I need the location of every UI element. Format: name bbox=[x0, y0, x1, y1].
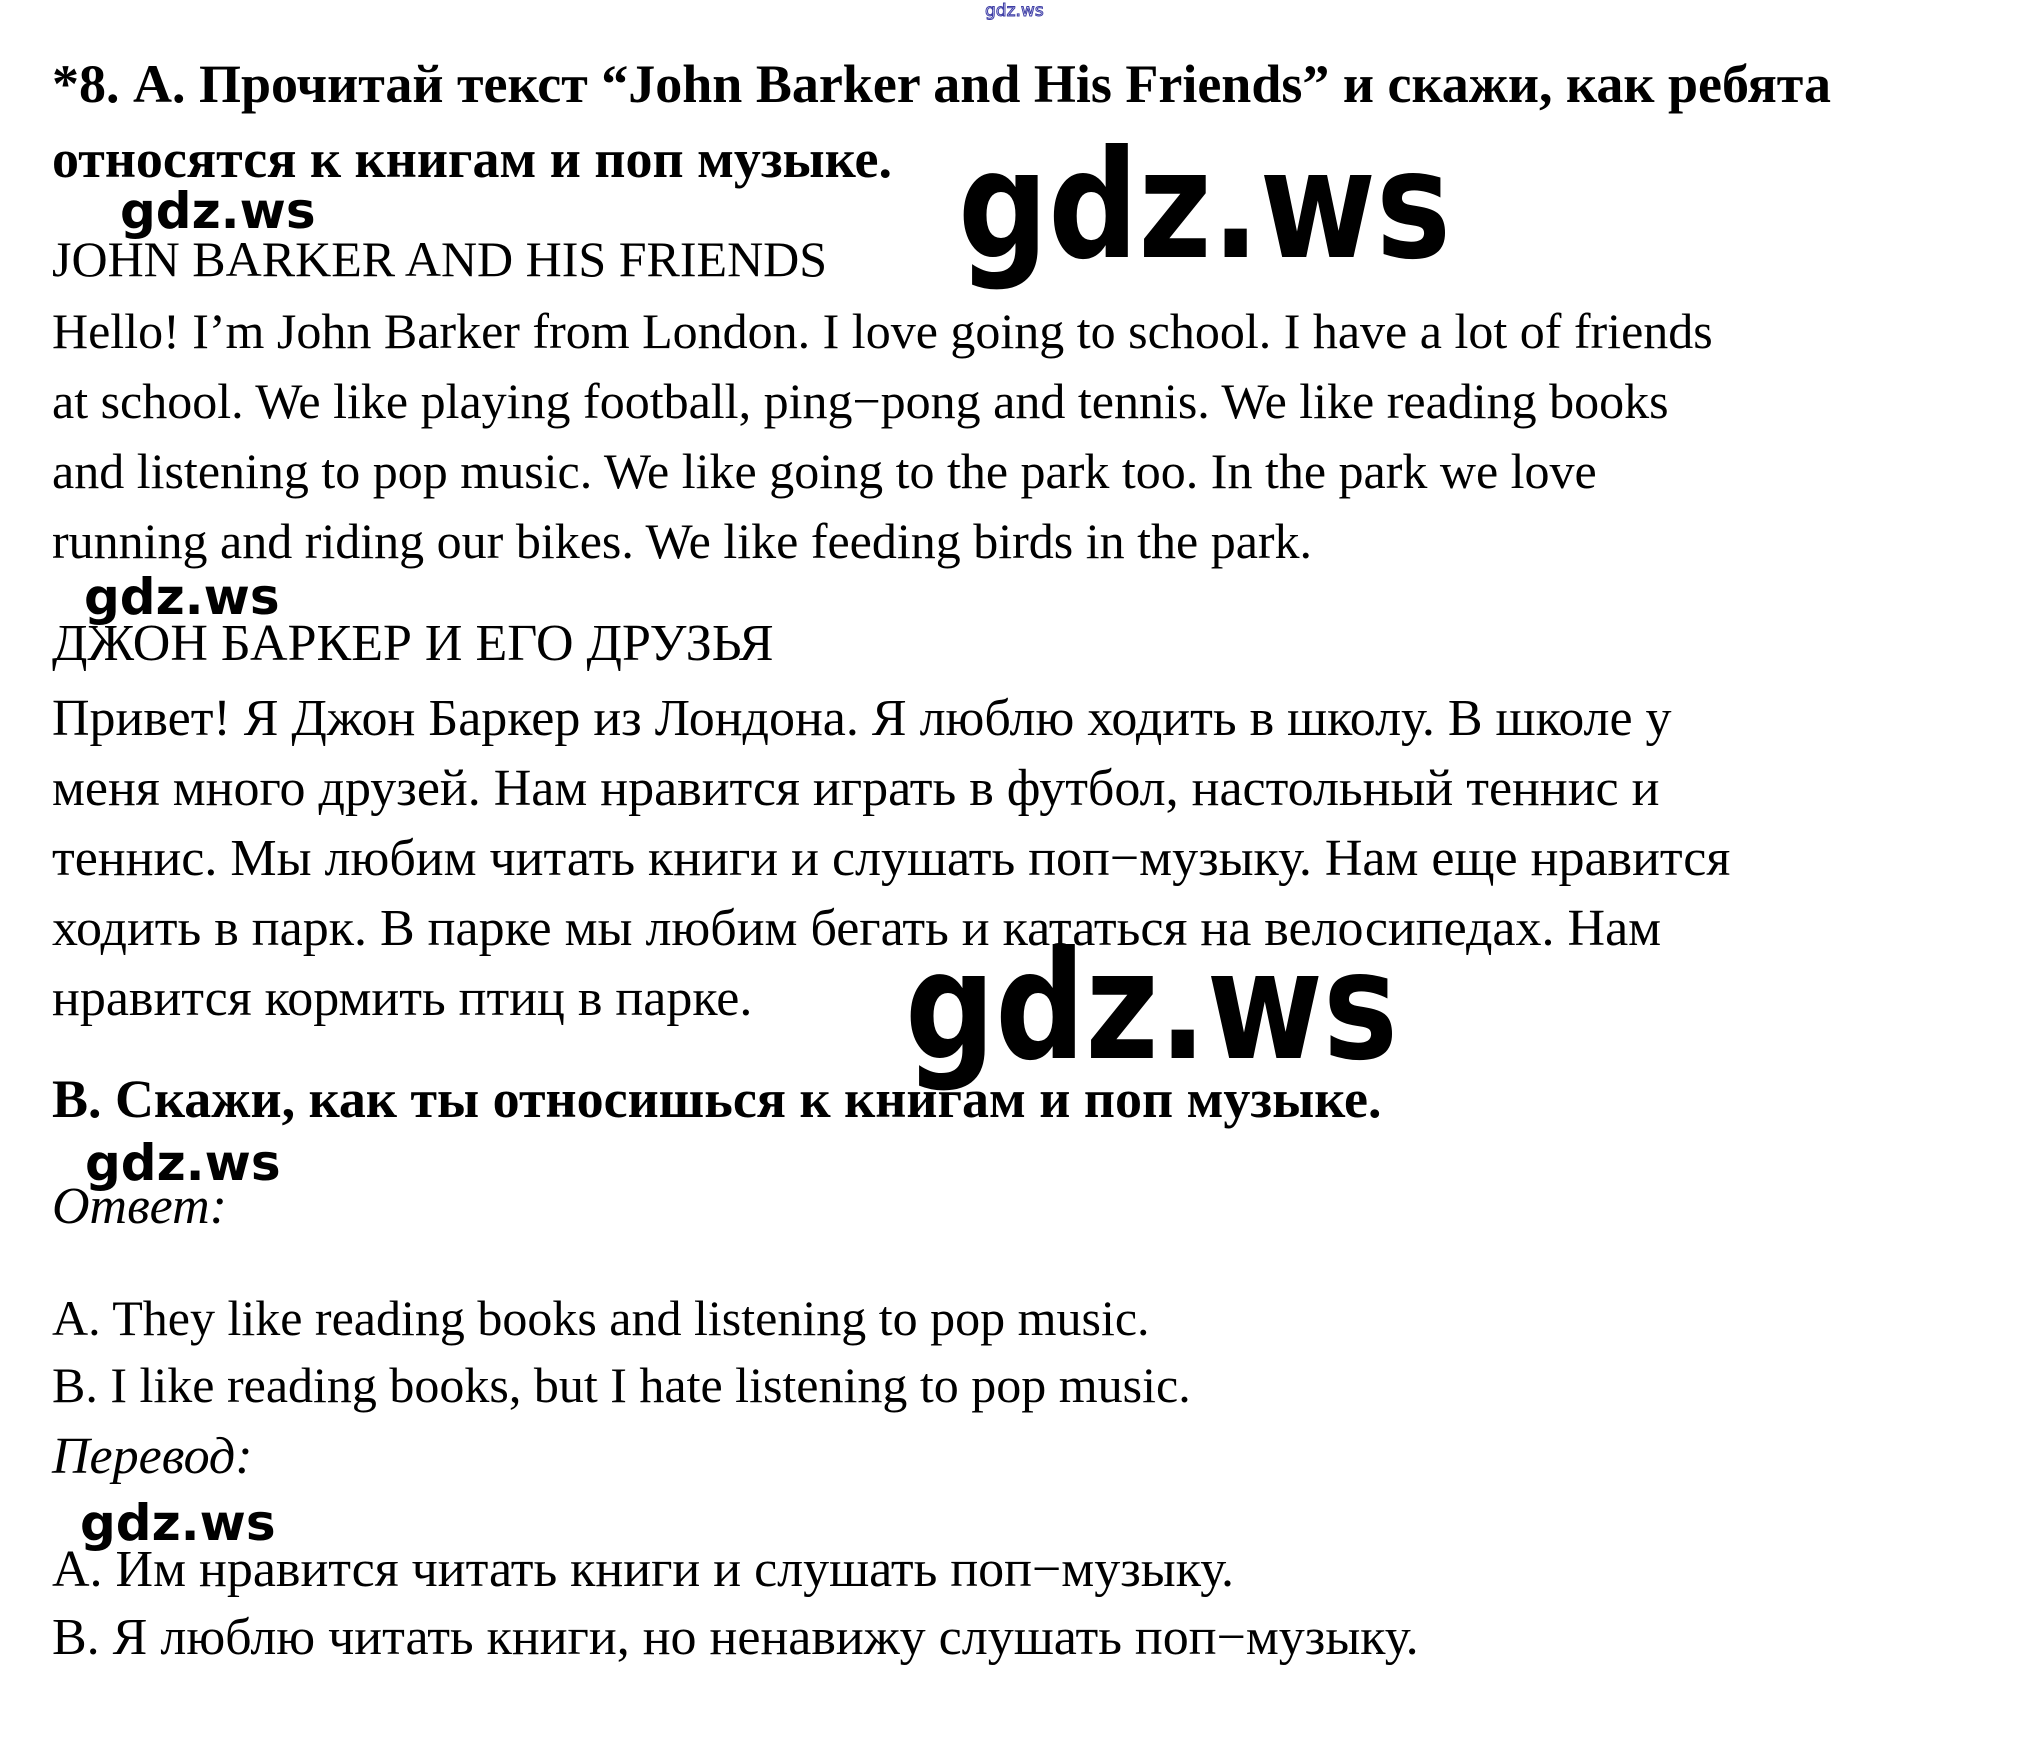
gdz-watermark-small: gdz.ws bbox=[80, 1494, 276, 1552]
russian-text-title: ДЖОН БАРКЕР И ЕГО ДРУЗЬЯ bbox=[52, 615, 774, 672]
translation-label: Перевод: bbox=[52, 1428, 253, 1485]
english-paragraph-line: at school. We like playing football, ping−pong and tennis. We like reading books bbox=[52, 373, 1669, 429]
task-heading-line-2: относятся к книгам и поп музыке. bbox=[52, 129, 892, 189]
gdz-watermark-small: gdz.ws bbox=[85, 1134, 281, 1192]
english-paragraph-line: and listening to pop music. We like going to the park too. In the park we love bbox=[52, 443, 1597, 499]
english-paragraph-line: running and riding our bikes. We like feeding birds in the park. bbox=[52, 513, 1313, 569]
gdz-watermark-small: gdz.ws bbox=[84, 568, 280, 626]
russian-paragraph-line: нравится кормить птиц в парке. bbox=[52, 970, 753, 1027]
answer-label: Ответ: bbox=[52, 1178, 227, 1235]
gdz-watermark-small: gdz.ws bbox=[120, 182, 316, 240]
russian-paragraph-line: теннис. Мы любим читать книги и слушать поп−музыку. Нам еще нравится bbox=[52, 830, 1731, 887]
part-b-heading: В. Скажи, как ты относишься к книгам и поп музыке. bbox=[52, 1069, 1382, 1129]
gdz-site-link[interactable]: gdz.ws bbox=[985, 1, 1044, 21]
gdz-watermark-large: gdz.ws bbox=[958, 119, 1451, 293]
english-text-title: JOHN BARKER AND HIS FRIENDS bbox=[52, 231, 828, 287]
english-paragraph-line: Hello! I’m John Barker from London. I love going to school. I have a lot of friends bbox=[52, 303, 1713, 359]
translation-line-b: В. Я люблю читать книги, но ненавижу слушать поп−музыку. bbox=[52, 1609, 1419, 1666]
russian-paragraph-line: ходить в парк. В парке мы любим бегать и кататься на велосипедах. Нам bbox=[52, 900, 1662, 957]
answer-line-b: B. I like reading books, but I hate listening to pop music. bbox=[52, 1357, 1191, 1413]
task-heading-line-1: *8. А. Прочитай текст “John Barker and His Friends” и скажи, как ребята bbox=[52, 54, 1831, 114]
gdz-watermark-large: gdz.ws bbox=[905, 920, 1398, 1094]
answer-line-a: A. They like reading books and listening to pop music. bbox=[52, 1290, 1150, 1346]
russian-paragraph-line: меня много друзей. Нам нравится играть в футбол, настольный теннис и bbox=[52, 760, 1660, 817]
translation-line-a: А. Им нравится читать книги и слушать поп−музыку. bbox=[52, 1541, 1235, 1598]
russian-paragraph-line: Привет! Я Джон Баркер из Лондона. Я люблю ходить в школу. В школе у bbox=[52, 690, 1672, 747]
